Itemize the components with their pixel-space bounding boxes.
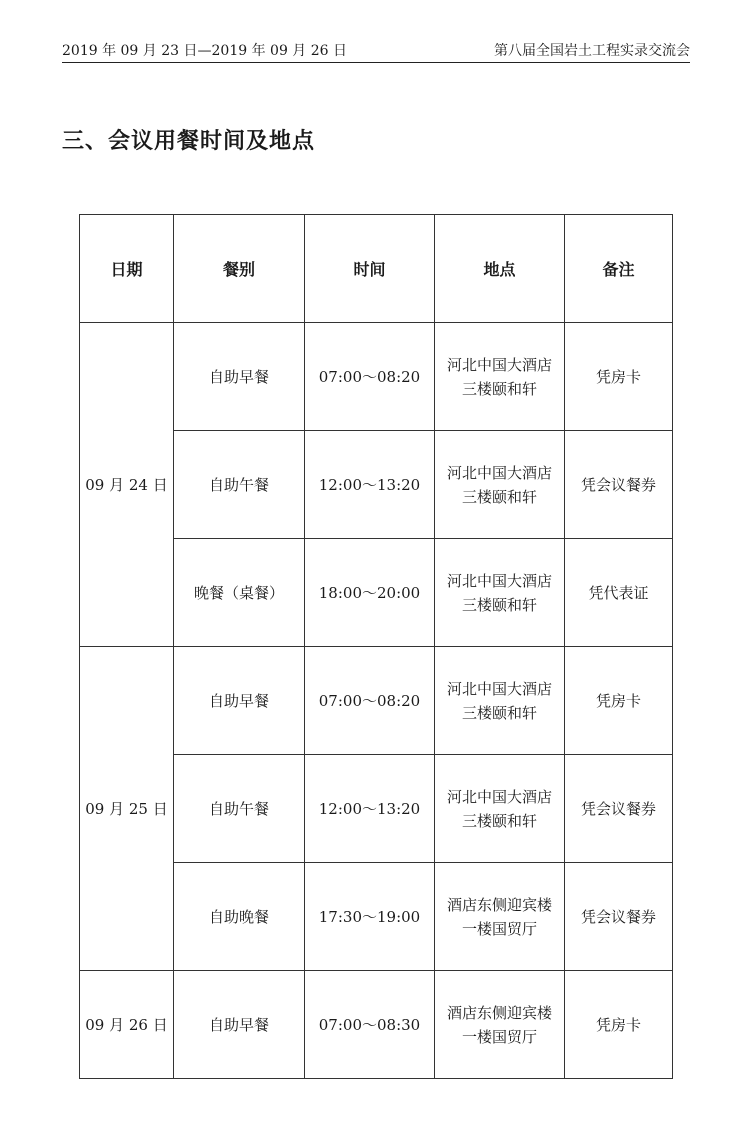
header-date-range: 2019 年 09 月 23 日—2019 年 09 月 26 日 xyxy=(62,43,348,59)
location-cell xyxy=(435,971,565,1079)
location-room: 一楼国贸厅 xyxy=(461,1027,537,1046)
header-conference-name: 第八届全国岩土工程实录交流会 xyxy=(494,43,690,59)
location-venue: 酒店东侧迎宾楼 xyxy=(446,1003,552,1022)
location-cell xyxy=(435,863,565,971)
note-cell: 凭房卡 xyxy=(565,323,673,431)
time-cell: 07:00～08:20 xyxy=(305,647,435,755)
location-venue: 河北中国大酒店 xyxy=(446,679,552,698)
meal-cell: 自助晚餐 xyxy=(174,863,305,971)
location-cell xyxy=(435,539,565,647)
meal-cell: 自助早餐 xyxy=(174,647,305,755)
location-room: 三楼颐和轩 xyxy=(461,811,537,830)
meal-cell: 自助早餐 xyxy=(174,323,305,431)
note-cell: 凭房卡 xyxy=(565,647,673,755)
time-cell: 12:00～13:20 xyxy=(305,431,435,539)
time-cell: 17:30～19:00 xyxy=(305,863,435,971)
table-header-row xyxy=(80,215,673,323)
section-title: 三、会议用餐时间及地点 xyxy=(62,129,316,154)
column-header-time: 时间 xyxy=(305,215,435,323)
date-cell: 09 月 25 日 xyxy=(80,647,174,971)
table-row xyxy=(80,647,673,755)
time-cell: 07:00～08:30 xyxy=(305,971,435,1079)
table-row xyxy=(80,323,673,431)
location-venue: 河北中国大酒店 xyxy=(446,787,552,806)
location-cell xyxy=(435,755,565,863)
meal-cell: 自助午餐 xyxy=(174,431,305,539)
location-cell xyxy=(435,647,565,755)
page-header xyxy=(62,40,690,63)
location-room: 三楼颐和轩 xyxy=(461,595,537,614)
column-header-date: 日期 xyxy=(80,215,174,323)
note-cell: 凭会议餐券 xyxy=(565,755,673,863)
note-cell: 凭会议餐券 xyxy=(565,863,673,971)
location-venue: 河北中国大酒店 xyxy=(446,355,552,374)
location-room: 三楼颐和轩 xyxy=(461,379,537,398)
location-room: 三楼颐和轩 xyxy=(461,703,537,722)
time-cell: 18:00～20:00 xyxy=(305,539,435,647)
note-cell: 凭代表证 xyxy=(565,539,673,647)
location-venue: 河北中国大酒店 xyxy=(446,463,552,482)
column-header-meal: 餐别 xyxy=(174,215,305,323)
column-header-location: 地点 xyxy=(435,215,565,323)
meal-cell: 晚餐（桌餐） xyxy=(174,539,305,647)
location-cell xyxy=(435,323,565,431)
meal-cell: 自助午餐 xyxy=(174,755,305,863)
location-venue: 河北中国大酒店 xyxy=(446,571,552,590)
date-cell: 09 月 24 日 xyxy=(80,323,174,647)
meal-schedule-table xyxy=(79,214,673,1079)
location-room: 一楼国贸厅 xyxy=(461,919,537,938)
time-cell: 12:00～13:20 xyxy=(305,755,435,863)
location-cell xyxy=(435,431,565,539)
location-venue: 酒店东侧迎宾楼 xyxy=(446,895,552,914)
table-row xyxy=(80,971,673,1079)
note-cell: 凭房卡 xyxy=(565,971,673,1079)
meal-cell: 自助早餐 xyxy=(174,971,305,1079)
time-cell: 07:00～08:20 xyxy=(305,323,435,431)
note-cell: 凭会议餐券 xyxy=(565,431,673,539)
date-cell: 09 月 26 日 xyxy=(80,971,174,1079)
column-header-note: 备注 xyxy=(565,215,673,323)
location-room: 三楼颐和轩 xyxy=(461,487,537,506)
